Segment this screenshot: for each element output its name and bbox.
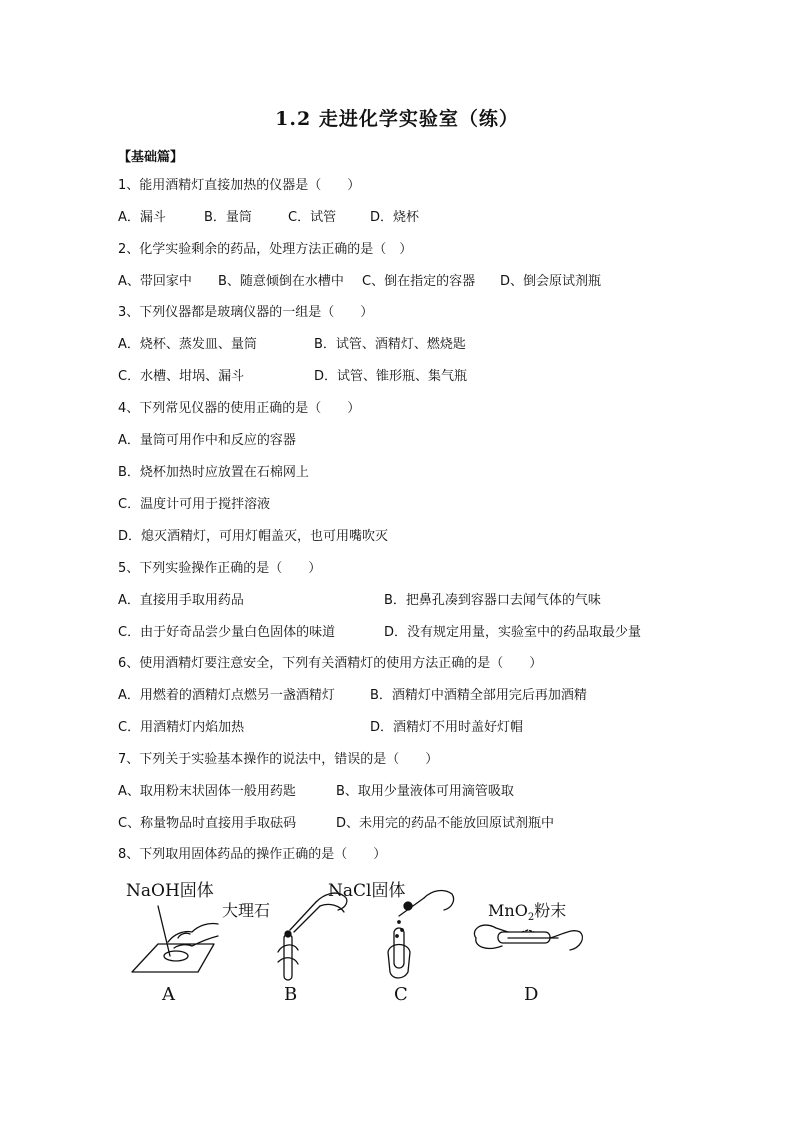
q7-option-b: B、取用少量液体可用滴管吸取 [336, 784, 514, 799]
q1-option-b: B．量筒 [204, 210, 252, 225]
q1-option-a: A．漏斗 [118, 210, 166, 225]
q7-option-d: D、未用完的药品不能放回原试剂瓶中 [336, 816, 555, 831]
q3-option-a: A．烧杯、蒸发皿、量筒 [118, 337, 257, 352]
q6-option-d: D．酒精灯不用时盖好灯帽 [370, 720, 524, 735]
q6-option-a: A．用燃着的酒精灯点燃另一盏酒精灯 [118, 688, 335, 703]
q7-option-c: C、称量物品时直接用手取砝码 [118, 816, 297, 831]
q4-option-a: A．量筒可用作中和反应的容器 [118, 433, 296, 448]
figure-a-drawing [132, 906, 218, 972]
question-5-options-row-1 [118, 593, 678, 609]
question-7-options-row-2 [118, 816, 678, 832]
question-3-options-row-2 [118, 369, 678, 385]
q2-option-d: D、倒会原试剂瓶 [500, 274, 602, 289]
q1-option-d: D．烧杯 [370, 210, 420, 225]
q4-option-c: C．温度计可用于搅拌溶液 [118, 497, 271, 512]
q2-option-a: A、带回家中 [118, 274, 192, 289]
q6-option-c: C．用酒精灯内焰加热 [118, 720, 245, 735]
question-5-stem: 5、下列实验操作正确的是（ ） [118, 561, 322, 576]
question-6-options-row-1 [118, 688, 678, 704]
question-4-stem: 4、下列常见仪器的使用正确的是（ ） [118, 401, 361, 416]
q5-option-d: D．没有规定用量，实验室中的药品取最少量 [384, 625, 642, 640]
section-heading: 【基础篇】 [118, 150, 184, 165]
q5-option-a: A．直接用手取用药品 [118, 593, 244, 608]
q3-option-c: C．水槽、坩埚、漏斗 [118, 369, 245, 384]
figure-label-mno2 [488, 901, 566, 923]
figure-letter-a: A [162, 984, 175, 1005]
q2-option-b: B、随意倾倒在水槽中 [218, 274, 344, 289]
question-1-options [118, 210, 678, 226]
q4-option-b: B．烧杯加热时应放置在石棉网上 [118, 465, 309, 480]
question-7-stem: 7、下列关于实验基本操作的说法中，错误的是（ ） [118, 752, 439, 767]
q4-option-d: D．熄灭酒精灯，可用灯帽盖灭，也可用嘴吹灭 [118, 529, 389, 544]
figure-label-marble: 大理石 [222, 901, 271, 920]
question-2-stem: 2、化学实验剩余的药品，处理方法正确的是（ ） [118, 242, 413, 257]
question-7-options-row-1 [118, 784, 678, 800]
q3-option-d: D．试管、锥形瓶、集气瓶 [314, 369, 468, 384]
figure-letter-b: B [284, 984, 298, 1005]
q8-figure [118, 872, 638, 1012]
q7-option-a: A、取用粉末状固体一般用药匙 [118, 784, 296, 799]
figure-label-nacl: NaCl固体 [328, 881, 406, 901]
figure-label-naoh: NaOH固体 [126, 881, 214, 901]
q1-option-c: C．试管 [288, 210, 337, 225]
q5-option-c: C．由于好奇品尝少量白色固体的味道 [118, 625, 336, 640]
question-2-options [118, 274, 678, 290]
question-8-stem: 8、下列取用固体药品的操作正确的是（ ） [118, 847, 387, 862]
figure-d-drawing [474, 925, 582, 950]
question-6-stem: 6、使用酒精灯要注意安全，下列有关酒精灯的使用方法正确的是（ ） [118, 656, 543, 671]
question-6-options-row-2 [118, 720, 678, 736]
q3-option-b: B．试管、酒精灯、燃烧匙 [314, 337, 466, 352]
figure-b-drawing [278, 893, 347, 980]
question-3-stem: 3、下列仪器都是玻璃仪器的一组是（ ） [118, 305, 374, 320]
q5-option-b: B．把鼻孔凑到容器口去闻气体的气味 [384, 593, 601, 608]
question-5-options-row-2 [118, 625, 678, 641]
figure-letter-d: D [524, 984, 539, 1005]
figure-label-mno2-subscript: 2 [527, 912, 535, 923]
figure-label-mno2-formula: MnO [488, 901, 528, 920]
page-title: 1.2 走进化学实验室（练） [275, 108, 519, 130]
q6-option-b: B．酒精灯中酒精全部用完后再加酒精 [370, 688, 587, 703]
figure-label-mno2-suffix: 粉末 [534, 901, 567, 920]
question-3-options-row-1 [118, 337, 678, 353]
question-1-stem: 1、能用酒精灯直接加热的仪器是（ ） [118, 178, 361, 193]
q2-option-c: C、倒在指定的容器 [362, 274, 476, 289]
figure-letter-c: C [394, 984, 408, 1005]
figure-c-drawing [388, 891, 454, 978]
